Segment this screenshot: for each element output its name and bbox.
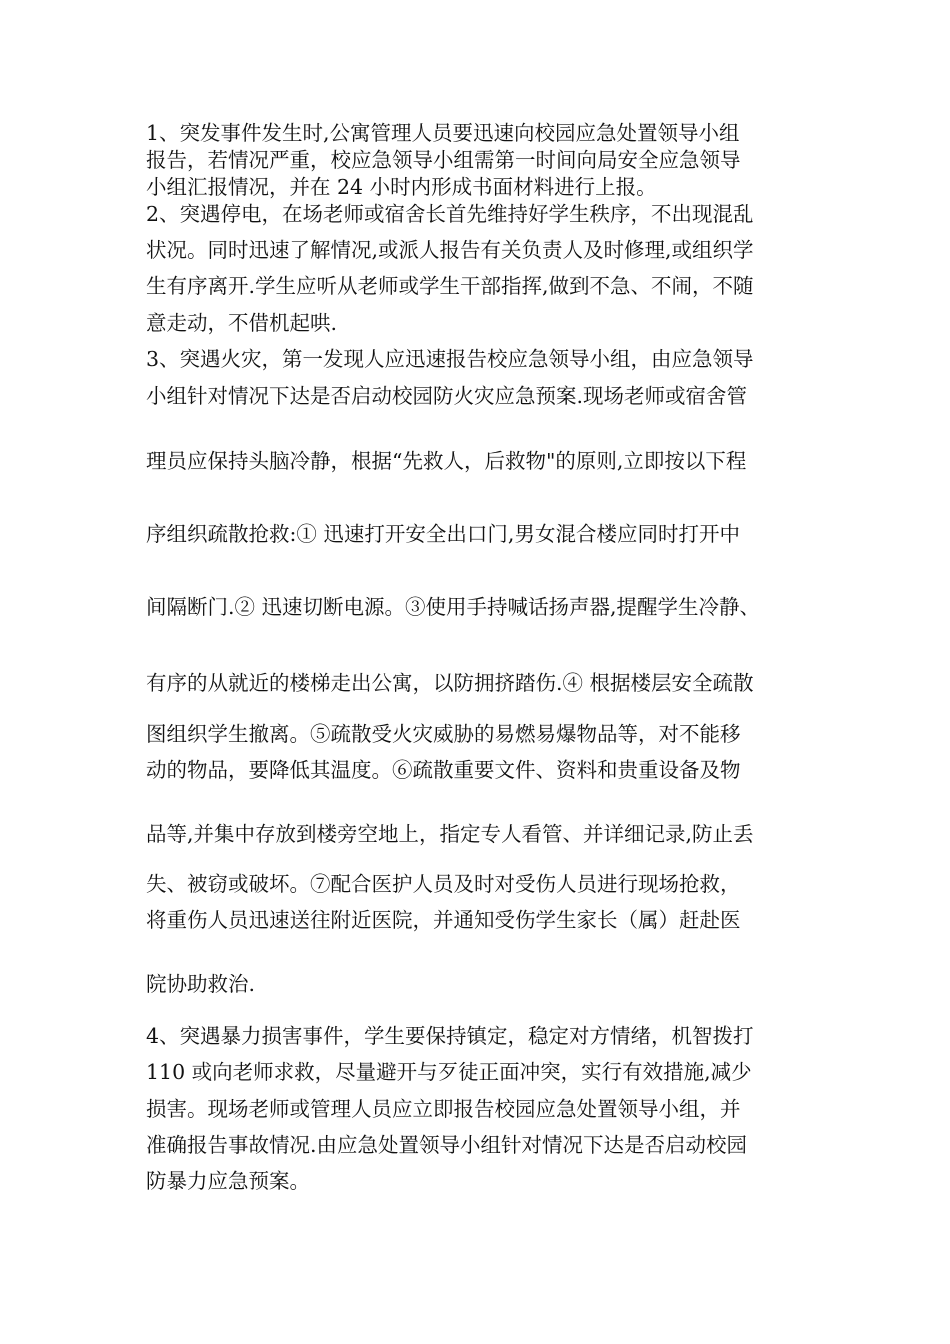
text-line: 有序的从就近的楼梯走出公寓，以防拥挤踏伤.④ 根据楼层安全疏散	[146, 671, 754, 695]
text-line: 品等,并集中存放到楼旁空地上，指定专人看管、并详细记录,防止丢	[146, 822, 754, 846]
text-line: 间隔断门.② 迅速切断电源。③使用手持喊话扬声器,提醒学生冷静、	[146, 595, 761, 619]
text-line: 3、突遇火灾，第一发现人应迅速报告校应急领导小组，由应急领导	[146, 347, 754, 371]
text-line: 110 或向老师求救，尽量避开与歹徒正面冲突，实行有效措施,减少	[146, 1060, 752, 1084]
text-line: 4、突遇暴力损害事件，学生要保持镇定，稳定对方情绪，机智拨打	[146, 1024, 754, 1048]
text-line: 防暴力应急预案。	[146, 1169, 310, 1193]
text-line: 意走动，不借机起哄.	[146, 311, 338, 335]
text-line: 图组织学生撤离。⑤疏散受火灾威胁的易燃易爆物品等，对不能移	[146, 722, 741, 746]
text-line: 理员应保持头脑冷静，根据“先救人，后救物"的原则,立即按以下程	[146, 449, 747, 473]
text-line: 失、被窃或破坏。⑦配合医护人员及时对受伤人员进行现场抢救，	[146, 872, 741, 896]
text-line: 损害。现场老师或管理人员应立即报告校园应急处置领导小组，并	[146, 1097, 741, 1121]
text-line: 院协助救治.	[146, 972, 256, 996]
text-line: 准确报告事故情况.由应急处置领导小组针对情况下达是否启动校园	[146, 1133, 748, 1157]
text-line: 小组汇报情况，并在 24 小时内形成书面材料进行上报。	[146, 175, 657, 199]
text-line: 小组针对情况下达是否启动校园防火灾应急预案.现场老师或宿舍管	[146, 384, 748, 408]
text-line: 动的物品，要降低其温度。⑥疏散重要文件、资料和贵重设备及物	[146, 758, 741, 782]
text-line: 1、突发事件发生时,公寓管理人员要迅速向校园应急处置领导小组	[146, 121, 740, 145]
text-line: 将重伤人员迅速送往附近医院，并通知受伤学生家长（属）赶赴医	[146, 908, 741, 932]
text-line: 2、突遇停电，在场老师或宿舍长首先维持好学生秩序，不出现混乱	[146, 202, 754, 226]
text-line: 报告，若情况严重，校应急领导小组需第一时间向局安全应急领导	[146, 148, 741, 172]
text-line: 序组织疏散抢救:① 迅速打开安全出口门,男女混合楼应同时打开中	[146, 522, 740, 546]
text-line: 生有序离开.学生应听从老师或学生干部指挥,做到不急、不闹，不随	[146, 274, 754, 298]
text-line: 状况。同时迅速了解情况,或派人报告有关负责人及时修理,或组织学	[146, 238, 754, 262]
